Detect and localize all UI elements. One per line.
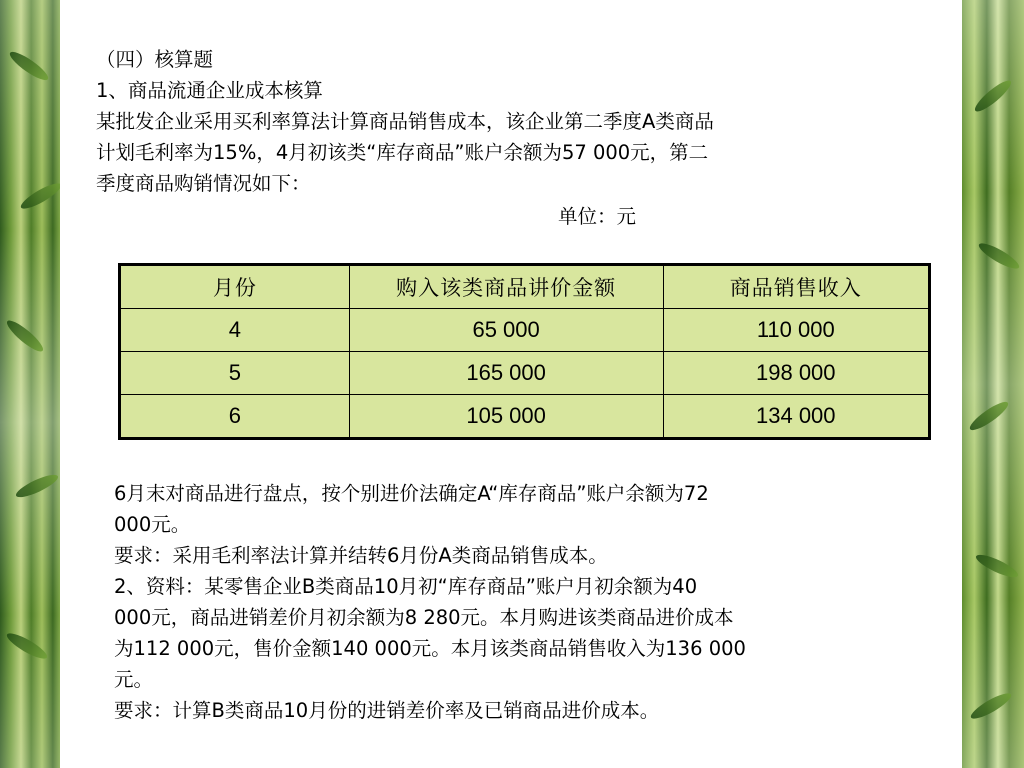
intro-line-1: 某批发企业采用买利率算法计算商品销售成本，该企业第二季度A类商品: [96, 110, 714, 133]
after-line-2: 000元。: [114, 513, 191, 536]
unit-label: 单位：元: [557, 205, 636, 228]
q2-line-4: 元。: [114, 668, 154, 691]
section-heading: （四）核算题: [96, 48, 214, 71]
q2-line-1: 2、资料：某零售企业B类商品10月初“库存商品”账户月初余额为40: [114, 575, 698, 598]
q2-line-3: 为112 000元，售价金额140 000元。本月该类商品销售收入为136 000: [114, 637, 746, 660]
table-row: [120, 309, 930, 352]
table-row: [120, 395, 930, 439]
q2-line-2: 000元，商品进销差价月初余额为8 280元。本月购进该类商品进价成本: [114, 606, 734, 629]
cell-sales: 110 000: [663, 309, 929, 352]
purchase-sales-table: [118, 263, 931, 440]
cell-month: 6: [120, 395, 350, 439]
header-purchase-amount: 购入该类商品讲价金额: [349, 265, 663, 309]
table-row: [120, 352, 930, 395]
cell-purchase: 105 000: [349, 395, 663, 439]
bamboo-left-decoration: [0, 0, 60, 768]
cell-sales: 198 000: [663, 352, 929, 395]
cell-month: 5: [120, 352, 350, 395]
intro-line-2: 计划毛利率为15%，4月初该类“库存商品”账户余额为57 000元，第二: [96, 141, 709, 164]
question-one-text: [96, 44, 916, 232]
follow-up-text: [114, 478, 926, 726]
requirement-one: 要求：采用毛利率法计算并结转6月份A类商品销售成本。: [114, 544, 608, 567]
header-sales-revenue: 商品销售收入: [663, 265, 929, 309]
question-one-title: 1、商品流通企业成本核算: [96, 79, 323, 102]
cell-month: 4: [120, 309, 350, 352]
cell-sales: 134 000: [663, 395, 929, 439]
cell-purchase: 65 000: [349, 309, 663, 352]
table-header-row: [120, 265, 930, 309]
after-line-1: 6月末对商品进行盘点，按个别进价法确定A“库存商品”账户余额为72: [114, 482, 709, 505]
requirement-two: 要求：计算B类商品10月份的进销差价率及已销商品进价成本。: [114, 699, 660, 722]
cell-purchase: 165 000: [349, 352, 663, 395]
bamboo-right-decoration: [962, 0, 1024, 768]
intro-line-3: 季度商品购销情况如下：: [96, 172, 311, 195]
header-month: 月份: [120, 265, 350, 309]
